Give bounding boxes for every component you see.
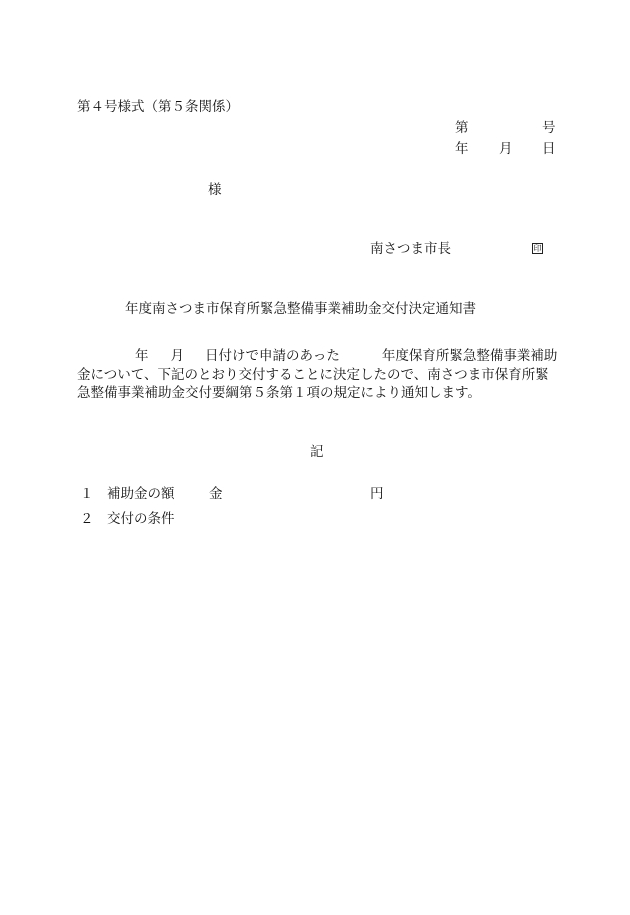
date-year-label: 年 <box>455 141 469 157</box>
seal-mark: 印 <box>533 244 542 253</box>
body-main-text: 年度保育所緊急整備事業補助金について、下記のとおり交付することに決定したので、南さつま市保育所緊急整備事業補助金交付要綱第５条第１項の規定により通知します。 <box>77 348 558 401</box>
body-month-label: 月 <box>170 348 184 364</box>
issuer-name: 南さつま市長 <box>370 241 451 257</box>
date-day-label: 日 <box>542 141 556 157</box>
amount-prefix: 金 <box>209 486 223 502</box>
item-number: ２ <box>80 511 94 527</box>
body-paragraph <box>77 347 561 403</box>
item-label: 交付の条件 <box>107 511 175 527</box>
doc-number-suffix: 号 <box>542 120 556 136</box>
document-title: 年度南さつま市保育所緊急整備事業補助金交付決定通知書 <box>125 301 476 317</box>
item-number: １ <box>80 486 94 502</box>
date-month-label: 月 <box>499 141 513 157</box>
item-label: 補助金の額 <box>107 486 175 502</box>
form-number: 第４号様式（第５条関係） <box>77 99 239 115</box>
doc-number-prefix: 第 <box>455 120 469 136</box>
addressee-honorific: 様 <box>208 182 222 198</box>
body-year-label: 年 <box>135 348 149 364</box>
ki-heading: 記 <box>310 444 324 460</box>
body-date-text: 日付けで申請のあった <box>205 348 340 364</box>
amount-unit: 円 <box>370 486 384 502</box>
